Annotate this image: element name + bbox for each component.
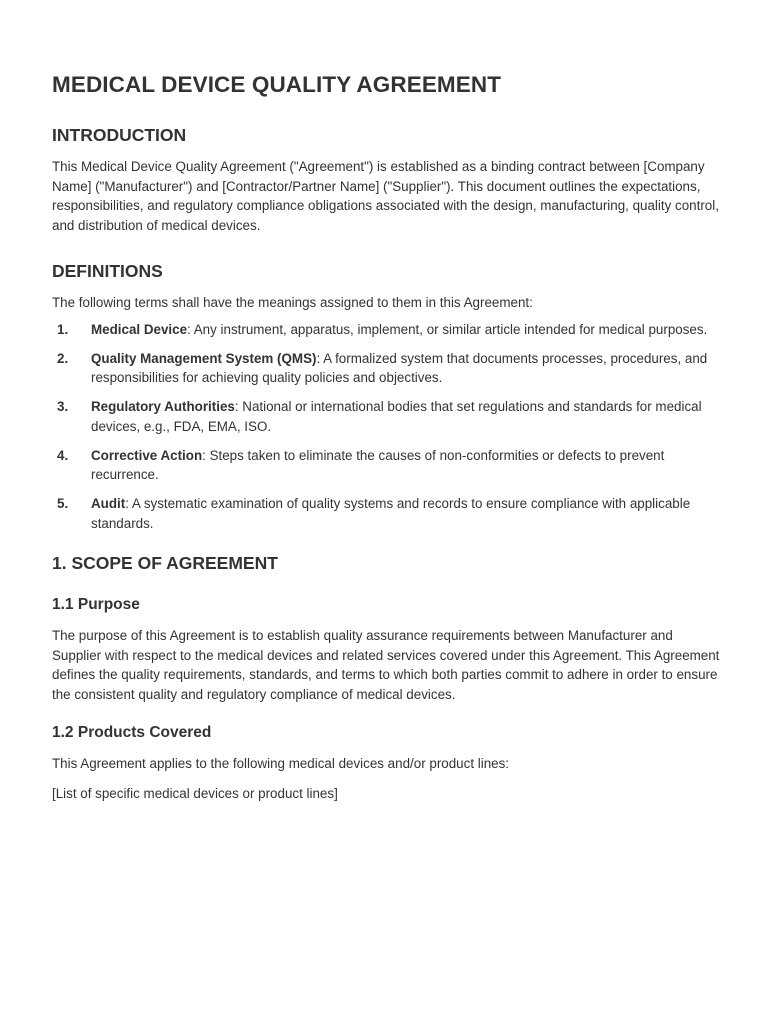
definition-number: 3. bbox=[57, 399, 69, 414]
introduction-heading: INTRODUCTION bbox=[52, 125, 187, 145]
definition-item bbox=[52, 494, 724, 533]
definition-text: : Steps taken to eliminate the causes of non-conformities or defects to prevent recurrence. bbox=[91, 447, 665, 482]
purpose-heading: 1.1 Purpose bbox=[52, 596, 140, 613]
scope-heading: 1. SCOPE OF AGREEMENT bbox=[52, 553, 278, 573]
definition-text: : A formalized system that documents processes, procedures, and responsibilities for achieving quality policies and objectives. bbox=[91, 350, 708, 385]
definition-term: Quality Management System (QMS) bbox=[91, 350, 317, 366]
definition-text: : A systematic examination of quality systems and records to ensure compliance with applicable standards. bbox=[91, 496, 691, 531]
definition-term: Audit bbox=[91, 496, 126, 511]
products-covered-paragraph: This Agreement applies to the following medical devices and/or product lines: bbox=[52, 756, 510, 771]
products-list-placeholder: [List of specific medical devices or product lines] bbox=[52, 785, 338, 801]
definitions-heading: DEFINITIONS bbox=[52, 261, 163, 281]
definitions-intro: The following terms shall have the meanings assigned to them in this Agreement: bbox=[52, 295, 533, 310]
definition-term: Medical Device bbox=[91, 321, 188, 337]
introduction-paragraph: This Medical Device Quality Agreement ("Agreement") is established as a binding contract between [Company Name] ("Manufacturer") and [Contractor/Partner Name] ("Supplier"). This document outlines the expectations, responsibilities, and regulatory compliance obligations associated with the design, manufacturing, quality control, and distribution of medical devices. bbox=[52, 159, 719, 233]
definition-item bbox=[52, 320, 724, 340]
definition-term: Corrective Action bbox=[91, 447, 203, 463]
definition-term: Regulatory Authorities bbox=[91, 399, 235, 414]
definition-number: 5. bbox=[57, 496, 69, 511]
definition-text: : National or international bodies that set regulations and standards for medical devices, e.g., FDA, EMA, ISO. bbox=[91, 399, 702, 434]
definition-item bbox=[52, 349, 724, 388]
definition-number: 1. bbox=[57, 321, 69, 337]
definition-item bbox=[52, 397, 724, 436]
document-page bbox=[52, 68, 724, 803]
definition-text: : Any instrument, apparatus, implement, or similar article intended for medical purposes. bbox=[187, 321, 708, 337]
document-title: MEDICAL DEVICE QUALITY AGREEMENT bbox=[52, 72, 502, 97]
definition-number: 4. bbox=[57, 447, 69, 463]
definitions-list bbox=[52, 320, 724, 534]
products-covered-heading: 1.2 Products Covered bbox=[52, 724, 212, 741]
purpose-paragraph: The purpose of this Agreement is to establish quality assurance requirements between Manufacturer and Supplier with respect to the medical devices and related services covered under this Agreement. This Agreement defines the quality requirements, standards, and terms to which both parties commit to adhere in order to ensure the consistent quality and regulatory compliance of medical devices. bbox=[52, 628, 720, 702]
definition-number: 2. bbox=[57, 350, 69, 366]
definition-item bbox=[52, 446, 724, 485]
